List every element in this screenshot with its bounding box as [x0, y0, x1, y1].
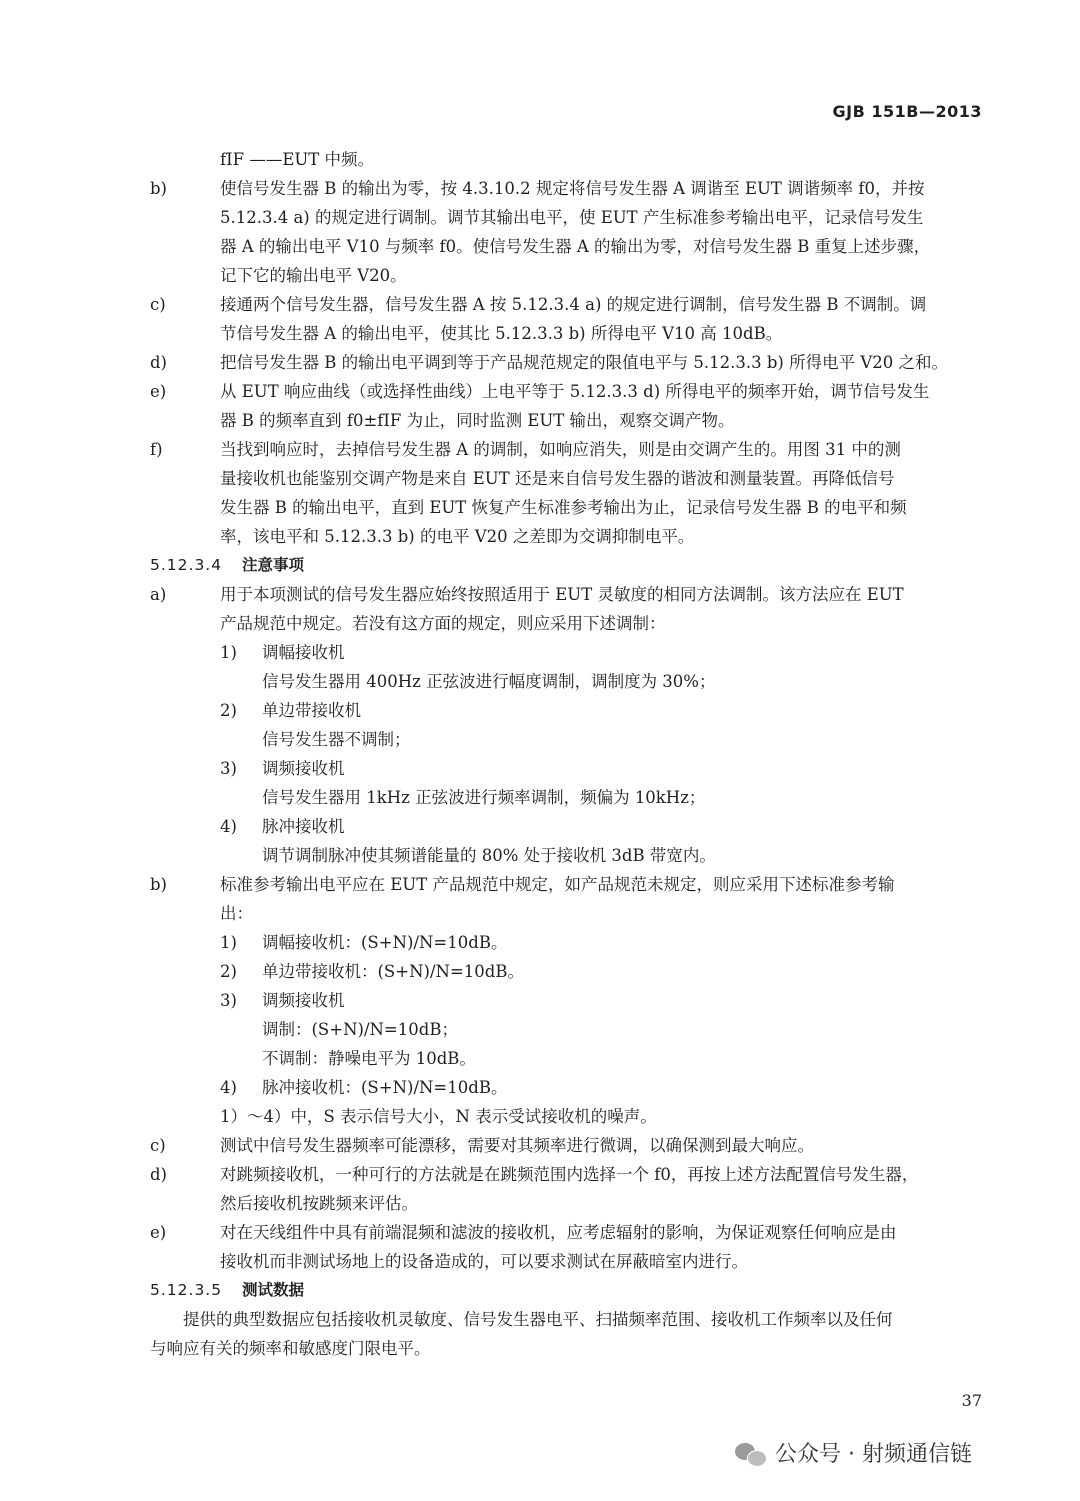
- step-text: 把信号发生器 B 的输出电平调到等于产品规范规定的限值电平与 5.12.3.3 b) 所得电平 V20 之和。: [220, 353, 948, 372]
- step-e: [150, 377, 985, 435]
- watermark-text: 公众号 · 射频通信链: [775, 1442, 972, 1467]
- item-num: 2): [220, 701, 237, 720]
- item-desc: 信号发生器不调制；: [262, 730, 411, 749]
- watermark: [735, 1440, 972, 1469]
- paragraph-text: 与响应有关的频率和敏感度门限电平。: [150, 1339, 431, 1358]
- step-text: 使信号发生器 B 的输出为零，按 4.3.10.2 规定将信号发生器 A 调谐至 EUT 调谐频率 f0，并按: [220, 179, 925, 198]
- note-label: c): [150, 1136, 166, 1155]
- note-text: 标准参考输出电平应在 EUT 产品规范中规定，如产品规范未规定，则应采用下述标准参考输: [220, 875, 895, 894]
- top-line: fIF ——EUT 中频。: [220, 150, 375, 169]
- step-label: d): [150, 353, 167, 372]
- list-item: [150, 986, 985, 1015]
- item-num: 1): [220, 933, 237, 952]
- note-text: 测试中信号发生器频率可能漂移，需要对其频率进行微调，以确保测到最大响应。: [220, 1136, 814, 1155]
- item-title: 调频接收机: [262, 759, 345, 778]
- paragraph-text: 提供的典型数据应包括接收机灵敏度、信号发生器电平、扫描频率范围、接收机工作频率以及任何: [183, 1310, 893, 1329]
- step-text: 发生器 B 的输出电平，直到 EUT 恢复产生标准参考输出为止，记录信号发生器 B 的电平和频: [220, 498, 907, 517]
- item-desc: 信号发生器用 1kHz 正弦波进行频率调制，频偏为 10kHz；: [262, 788, 706, 807]
- note-d: [150, 1160, 985, 1218]
- step-text: 5.12.3.4 a) 的规定进行调制。调节其输出电平，使 EUT 产生标准参考输出电平，记录信号发生: [220, 208, 924, 227]
- step-f: [150, 435, 985, 551]
- section-number: 5.12.3.5: [150, 1281, 223, 1299]
- item-num: 1): [220, 643, 237, 662]
- section-title: 测试数据: [242, 1281, 305, 1299]
- section-number: 5.12.3.4: [150, 556, 223, 574]
- step-text: 记下它的输出电平 V20。: [220, 266, 407, 285]
- step-label: e): [150, 382, 167, 401]
- step-label: f): [150, 440, 163, 459]
- list-item: [150, 696, 985, 725]
- note-a: [150, 580, 985, 870]
- section-title: 注意事项: [242, 556, 305, 574]
- note-e: [150, 1218, 985, 1276]
- list-item: [150, 1073, 985, 1102]
- note-text: 然后接收机按跳频来评估。: [220, 1194, 418, 1213]
- item-text: 调幅接收机：(S+N)/N=10dB。: [262, 933, 508, 952]
- item-title: 调幅接收机: [262, 643, 345, 662]
- item-title: 单边带接收机: [262, 701, 361, 720]
- item-text: 单边带接收机：(S+N)/N=10dB。: [262, 962, 524, 981]
- item-desc: 调制：(S+N)/N=10dB；: [262, 1020, 458, 1039]
- item-text: 脉冲接收机：(S+N)/N=10dB。: [262, 1078, 508, 1097]
- step-label: c): [150, 295, 166, 314]
- step-text: 器 A 的输出电平 V10 与频率 f0。使信号发生器 A 的输出为零，对信号发生器 B 重复上述步骤，: [220, 237, 931, 256]
- list-item: [150, 754, 985, 783]
- list-item: [150, 928, 985, 957]
- note-text: 对在天线组件中具有前端混频和滤波的接收机，应考虑辐射的影响，为保证观察任何响应是由: [220, 1223, 897, 1242]
- item-num: 2): [220, 962, 237, 981]
- note-text: 产品规范中规定。若没有这方面的规定，则应采用下述调制：: [220, 614, 666, 633]
- list-item: [150, 957, 985, 986]
- note-label: d): [150, 1165, 167, 1184]
- step-b: [150, 174, 985, 290]
- note-label: a): [150, 585, 167, 604]
- step-label: b): [150, 179, 167, 198]
- section-heading-test-data: [0, 1276, 985, 1305]
- step-d: [150, 348, 985, 377]
- list-note: 1）～4）中，S 表示信号大小，N 表示受试接收机的噪声。: [220, 1107, 657, 1126]
- page-number: 37: [961, 1391, 982, 1410]
- item-num: 4): [220, 817, 237, 836]
- item-desc: 不调制：静噪电平为 10dB。: [262, 1049, 476, 1068]
- step-c: [150, 290, 985, 348]
- item-desc: 信号发生器用 400Hz 正弦波进行幅度调制，调制度为 30%；: [262, 672, 716, 691]
- list-item: [150, 638, 985, 667]
- item-num: 4): [220, 1078, 237, 1097]
- note-text: 用于本项测试的信号发生器应始终按照适用于 EUT 灵敏度的相同方法调制。该方法应在 EUT: [220, 585, 904, 604]
- step-text: 节信号发生器 A 的输出电平，使其比 5.12.3.3 b) 所得电平 V10 高 10dB。: [220, 324, 783, 343]
- document-id: GJB 151B—2013: [832, 102, 982, 121]
- list-item: [150, 812, 985, 841]
- note-text: 出：: [220, 904, 253, 923]
- note-label: b): [150, 875, 167, 894]
- note-label: e): [150, 1223, 167, 1242]
- item-num: 3): [220, 759, 237, 778]
- step-text: 率，该电平和 5.12.3.3 b) 的电平 V20 之差即为交调抑制电平。: [220, 527, 695, 546]
- note-text: 对跳频接收机，一种可行的方法就是在跳频范围内选择一个 f0，再按上述方法配置信号发生器，: [220, 1165, 919, 1184]
- step-text: 当找到响应时，去掉信号发生器 A 的调制，如响应消失，则是由交调产生的。用图 31 中的测: [220, 440, 901, 459]
- section-heading-notes: [0, 551, 985, 580]
- item-desc: 调节调制脉冲使其频谱能量的 80% 处于接收机 3dB 带宽内。: [262, 846, 716, 865]
- step-text: 从 EUT 响应曲线（或选择性曲线）上电平等于 5.12.3.3 d) 所得电平的频率开始，调节信号发生: [220, 382, 930, 401]
- wechat-icon: [735, 1441, 767, 1469]
- note-c: [150, 1131, 985, 1160]
- step-text: 器 B 的频率直到 f0±fIF 为止，同时监测 EUT 输出，观察交调产物。: [220, 411, 735, 430]
- step-text: 量接收机也能鉴别交调产物是来自 EUT 还是来自信号发生器的谐波和测量装置。再降低信号: [220, 469, 895, 488]
- item-text: 调频接收机: [262, 991, 345, 1010]
- note-text: 接收机而非测试场地上的设备造成的，可以要求测试在屏蔽暗室内进行。: [220, 1252, 748, 1271]
- document-body: [150, 145, 985, 1363]
- note-b: [150, 870, 985, 1131]
- item-num: 3): [220, 991, 237, 1010]
- step-text: 接通两个信号发生器，信号发生器 A 按 5.12.3.4 a) 的规定进行调制，信号发生器 B 不调制。调: [220, 295, 927, 314]
- item-title: 脉冲接收机: [262, 817, 345, 836]
